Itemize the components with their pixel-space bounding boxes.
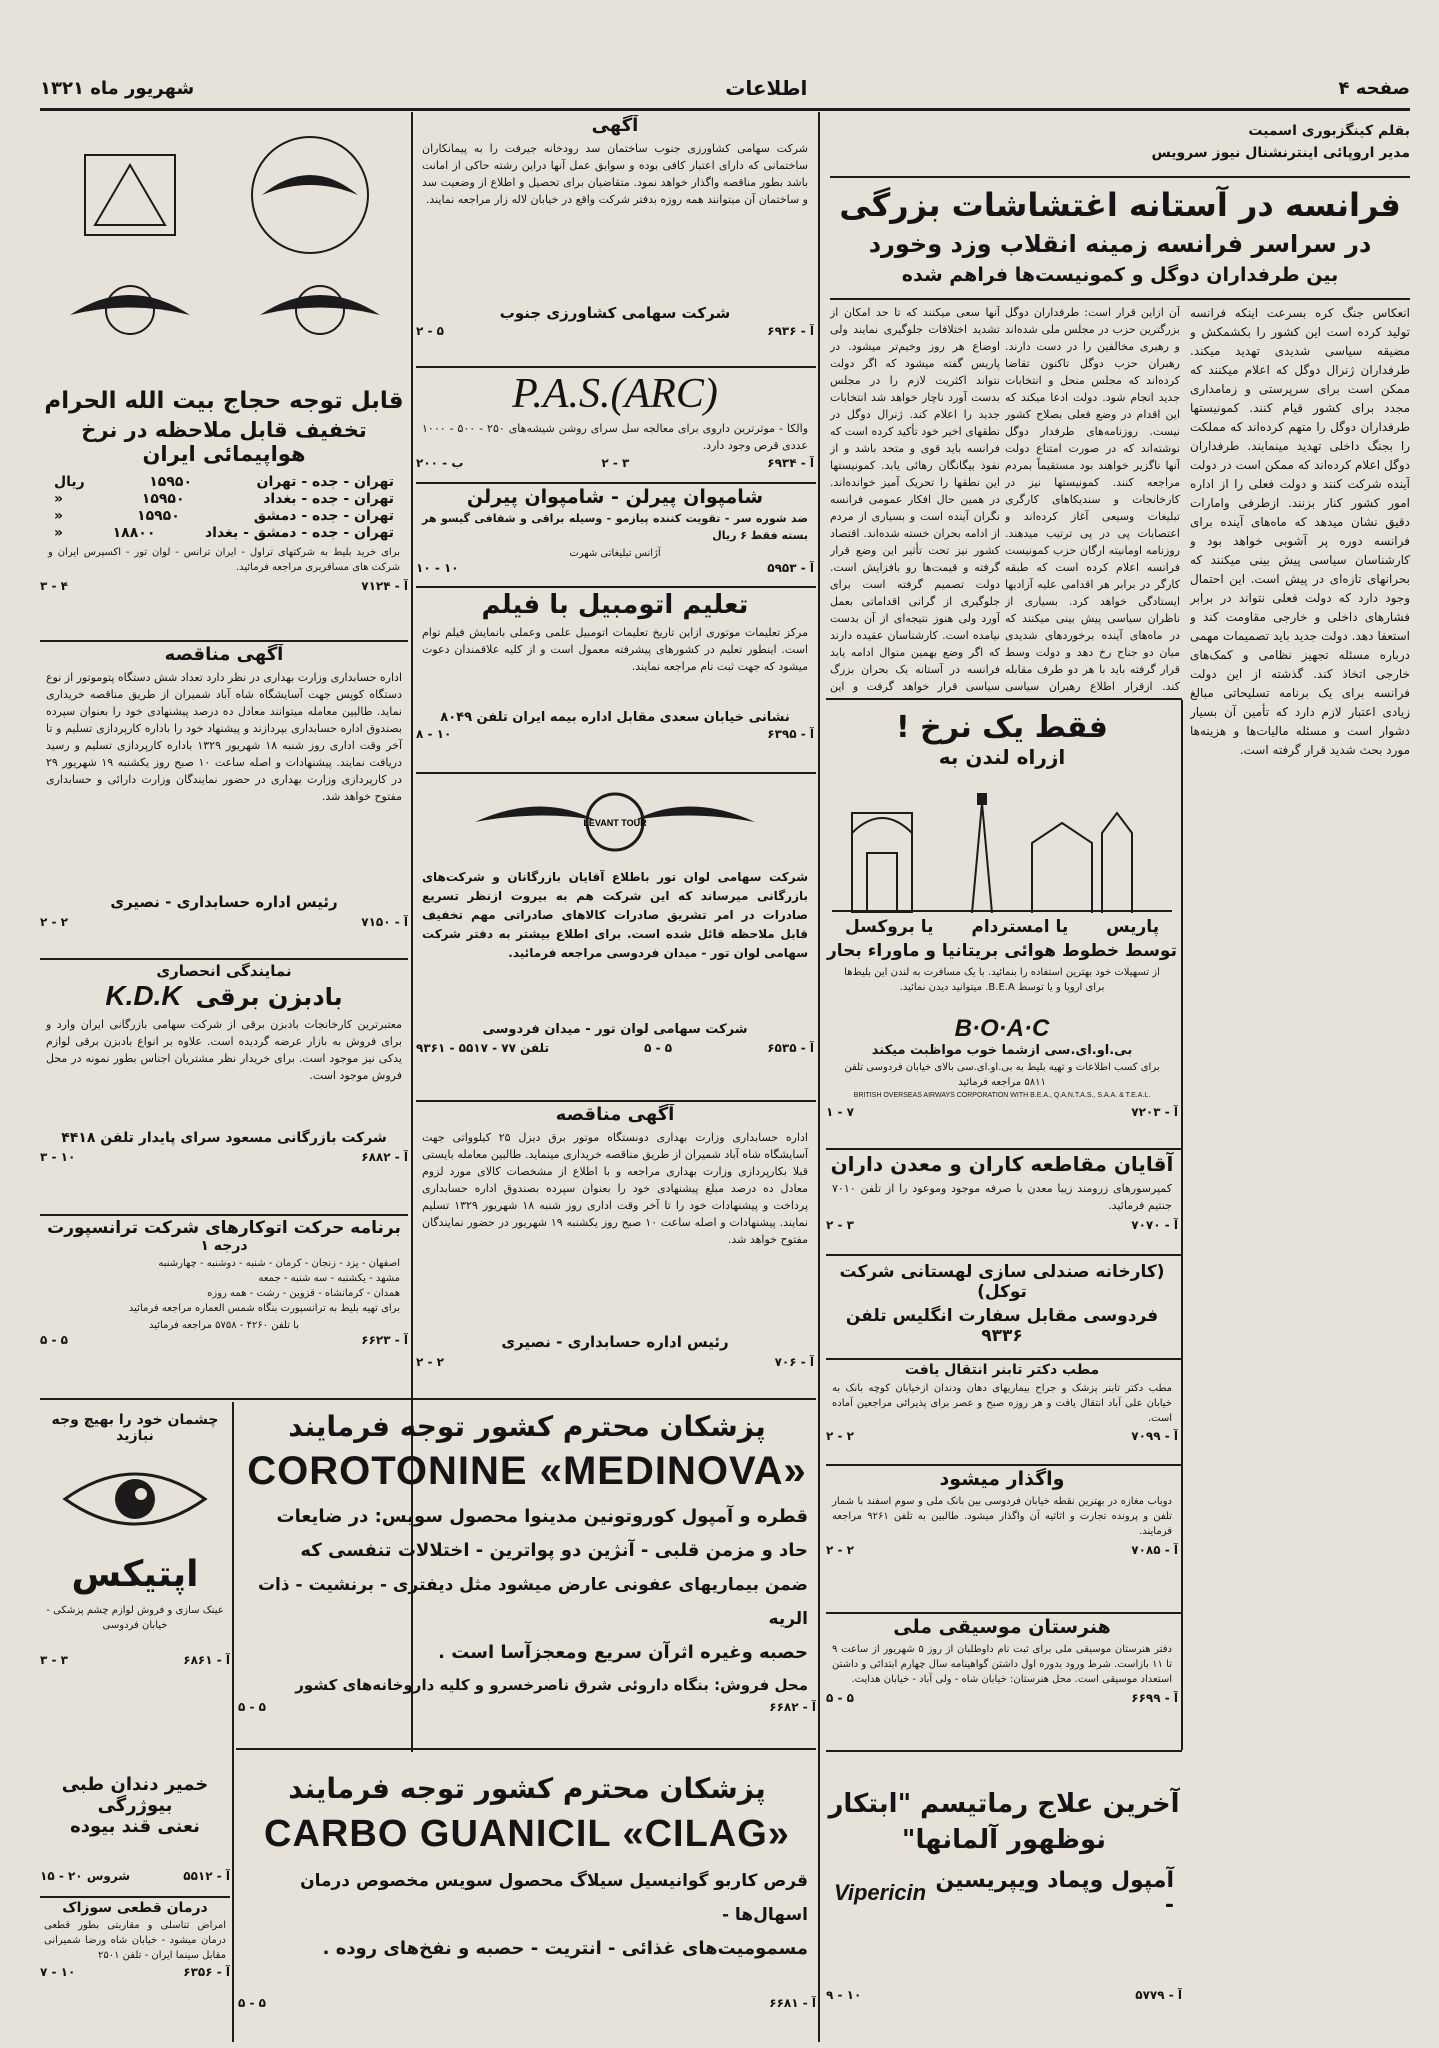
airline-emblems-icon: [40, 115, 408, 385]
treatment-code: آ - ۶۳۵۶: [183, 1965, 230, 1979]
shampoo-code-2: ۱۰ - ۱۰: [416, 561, 459, 575]
tender-left-code-2: ۲ - ۲: [40, 915, 68, 929]
contractors-code: آ - ۷۰۷۰: [1131, 1218, 1178, 1232]
levantour-phone: تلفن ۷۷ - ۵۵۱۷ - ۹۳۶۱: [416, 1041, 549, 1055]
contractors-ad: [826, 1152, 1178, 1252]
boac-code: آ - ۷۲۰۳: [1131, 1105, 1178, 1119]
agahi-title: آگهی: [591, 115, 639, 136]
levantour-body: شرکت سهامی لوان تور باطلاع آقایان بازرگانان و شرکت‌های بازرگانی میرساند که این شرکت هم به بیروت ازنظر تسریع صادرات در امر تشریق صادرات کالاهای صادراتی مهم تخفیف قابل ملاحظه قائل شده است. برای اطلاع بیشتر به دفتر شرکت سهامی لوان تور - میدان فردوسی مراجعه فرمائید.: [422, 870, 808, 960]
kdk-ad: [40, 962, 408, 1212]
hajj-fare-table: [54, 474, 394, 541]
transport-code: آ - ۶۶۲۳: [361, 1333, 408, 1347]
boac-city-amsterdam: یا امستردام: [971, 917, 1069, 937]
hajj-rule: [40, 640, 408, 642]
eyeglasses-brand: اپتیکس: [71, 1554, 199, 1595]
kdk-body: معتبرترین کارخانجات بادبزن برقی از شرکت سهامی بازرگانی ایران وارد و برای فروش به بازار عرضه گردیده است. علاوه بر انواع بادبزن برقی لوازم یدکی نیز موجود است. برای خریدار نظر مشتریان اجناس بطور نمونه در محل فروش موجود است.: [46, 1018, 402, 1082]
pas-body: والکا - موثرترین داروی برای معالجه سل سرای روشن شیشه‌های ۲۵۰ - ۵۰۰ - ۱۰۰۰ عددی قرص وجود دارد.: [422, 422, 809, 452]
schedule-line: برای تهیه بلیط به ترانسپورت بنگاه شمس العماره مراجعه فرمائید: [128, 1303, 400, 1314]
tender-center-code: آ - ۷۰۶: [774, 1355, 814, 1369]
conservatory-code-2: ۵ - ۵: [826, 1691, 854, 1705]
paper-name: اطلاعات: [725, 76, 808, 100]
subhead-rule: [830, 298, 1410, 300]
coronotine-line-5: محل فروش: بنگاه داروئی شرق ناصرخسرو و کلیه داروخانه‌های کشور: [295, 1676, 808, 1694]
pas-rule: [416, 482, 816, 484]
shampoo-rule: [416, 586, 816, 588]
contractors-body: کمپرسورهای زرومند زیبا معدن با صرفه موجود وموعود را از تلفن ۷۰۱۰ جنتیم فرمائید.: [832, 1182, 1172, 1212]
fare-price: ۱۵۹۵۰: [137, 508, 180, 524]
boac-service: توسط خطوط هوائی بریتانیا و ماوراء بحار: [827, 941, 1177, 961]
kdk-title: نمایندگی انحصاری: [156, 962, 292, 980]
agahi-code-2: ۲ - ۵: [416, 324, 444, 338]
eyeglasses-title: چشمان خود را بهیچ وجه نبازید: [51, 1412, 219, 1444]
rheumatism-title: آخرین علاج رماتیسم "ابتکار نوظهور آلمانها": [828, 1789, 1180, 1855]
fare-row: [54, 474, 394, 490]
coronotine-line-1: قطره و آمپول کوروتونین مدینوا محصول سویس: در ضایعات: [276, 1506, 808, 1527]
fare-route: تهران - جده - تهران: [256, 474, 394, 490]
bioforce-ad: [40, 1754, 230, 1894]
doctor-code: آ - ۷۰۹۹: [1131, 1429, 1178, 1443]
hajj-ad: [40, 388, 408, 638]
eyeglasses-code-2: ۳ - ۳: [40, 1653, 68, 1667]
treatment-body: امراض تناسلی و مقاربتی بطور قطعی درمان میشود - خیابان شاه ورضا شمیرانی مقابل سینما ایران - تلفن ۲۵۰۱: [44, 1920, 226, 1961]
bioforce-title: خمیر دندان طبی بیوژرگی: [61, 1774, 209, 1816]
levantour-wings-icon: [465, 782, 765, 862]
rheumatism-brand: Vipericin: [834, 1880, 927, 1905]
pas-ad: [416, 370, 814, 480]
schedule-line: همدان - کرمانشاه - قزوین - رشت - همه روزه: [207, 1288, 400, 1299]
doctor-code-2: ۲ - ۲: [826, 1429, 854, 1443]
article-column-a: انعکاس جنگ کره بسرعت اینکه فرانسه تولید کرده است این کشور را بکشمکش و مضیقه سیاسی شدیدی تهدید میکند. طرفداران ژنرال دوگل که اعلام میکنند که ممکن است برای سرپرستی و زمامداری مجدد برای کشور قیام کنند. کمونیستها طرفداران دوگل را متهم کرده‌اند که مملکت را بجنگ داخلی تهدید مینمایند. طرفداران دوگل اعلام کرده‌اند که ممکن است در دولت آینده شرکت کنند و دولت فعلی را از اداره امور کشور کنار بزنند. ازطرفی وامارات دقیق نشان میدهد که ماه‌های آینده برای فرانسه دوره پر آشوبی خواهد بود و کارشناسان سیاسی پیش بینی میکنند که بحرانهای تازه‌ای در پیش است. این احتمال وجود دارد که دولت فعلی نتواند در برابر فشارهای داخلی و خارجی مقاومت کند و استعفا دهد. دولت جدید باید تصمیمات مهمی درباره مسئله تجهیز نظامی و کمک‌های خارجی اتخاذ کند. گذشته از این دولت فرانسه برای یک برنامه تسلیحاتی مبالغ زیادی اعتبار لازم دارد که تأمین آن بسیار دشوار است و مسئله مالیات‌ها و هزینه‌ها مورد بحث شدید قرار گرفته است.: [1190, 306, 1410, 757]
driving-rule: [416, 772, 816, 774]
rheumatism-ad: [826, 1756, 1182, 2036]
boac-route: ازراه لندن به: [938, 745, 1066, 769]
article-byline: [830, 120, 1410, 176]
doctor-rule: [826, 1464, 1182, 1466]
transport-title: برنامه حرکت اتوکارهای شرکت ترانسپورت: [47, 1218, 401, 1238]
kdk-code-2: ۳ - ۱۰: [40, 1150, 76, 1164]
masthead: [40, 70, 1410, 106]
agahi-ad: [416, 115, 814, 365]
doctor-title: مطب دکتر تابنر انتقال یافت: [904, 1362, 1100, 1378]
levantour-code: آ - ۶۵۳۵: [767, 1041, 814, 1055]
carbo-brand: CARBO GUANICIL «CILAG»: [264, 1813, 790, 1855]
boac-corporation: BRITISH OVERSEAS AIRWAYS CORPORATION WITH B.E.A., Q.A.N.T.A.S., S.A.A. & T.E.A.L.: [853, 1092, 1151, 1099]
transport-schedule: [48, 1256, 400, 1316]
article-headline: فرانسه در آستانه اغتشاشات بزرگی: [839, 186, 1401, 224]
eye-icon: [55, 1454, 215, 1544]
rheumatism-sub: آمپول وپماد ویپریسین -: [935, 1868, 1174, 1918]
tender-center-signature: رئیس اداره حسابداری - نصیری: [501, 1333, 729, 1351]
pas-code-3: ب - ۲۰۰: [416, 456, 464, 470]
conservatory-rule: [826, 1750, 1182, 1752]
carbo-code-2: ۵ - ۵: [238, 1996, 266, 2010]
levantour-ad: [416, 776, 814, 1096]
coronotine-code-2: ۵ - ۵: [238, 1700, 266, 1714]
fare-price: ۱۸۸۰۰: [112, 525, 156, 541]
transfer-rule: [826, 1612, 1182, 1614]
page-number: صفحه ۴: [1338, 77, 1410, 99]
airline-logos: [40, 115, 408, 385]
agahi-code: آ - ۶۹۳۶: [767, 324, 814, 338]
transport-code-2: ۵ - ۵: [40, 1333, 68, 1347]
shampoo-code: آ - ۵۹۵۳: [767, 561, 814, 575]
contractors-rule: [826, 1254, 1182, 1256]
levantour-signature: شرکت سهامی لوان تور - میدان فردوسی: [482, 1022, 748, 1037]
shampoo-note: آژانس تبلیغاتی شهرت: [569, 548, 661, 559]
article-subhead-2: بین طرفداران دوگل و کمونیست‌ها فراهم شده: [901, 264, 1339, 286]
boac-slogan: بی.او.ای.سی ازشما خوب مواظبت میکند: [871, 1043, 1133, 1058]
byline-title: مدیر اروپائی اینترنشنال نیوز سرویس: [1151, 145, 1410, 161]
hajj-title: قابل توجه حجاج بیت الله الحرام: [44, 388, 404, 414]
tender-center-body: اداره حسابداری وزارت بهداری دونستگاه موتور برق دیزل ۲۵ کیلوواتی جهت آسایشگاه شاه آباد شمیران از طریق مناقصه خریداری مینماید. طالبین معامله بایستی قبلا بکارپردازی وزارت بهداری مراجعه و با اطلاع از مشخصات کالای مورد لزوم معادل ده درصد مبلغ پیشنهادی خود را بعنوان سپرده بصندوق اداره حسابداری پرداخت و پیشنهادات خود را تا آخر وقت اداری روز شنبه ۱۸ شهریور ۱۳۲۹ تسلیم نمایند. پیشنهادات و اصله ساعت ۱۰ صبح روز یکشنبه ۱۹ شهریور در حضور نمایندگان مفتوح خواهد شد.: [422, 1131, 809, 1246]
transport-phone: با تلفن ۴۲۶۰ - ۵۷۵۸ مراجعه فرمائید: [148, 1320, 300, 1331]
fare-price: ۱۵۹۵۰: [141, 491, 185, 507]
transfer-body: دوباب مغازه در بهترین نقطه خیابان فردوسی بین بانک ملی و سوم اسفند با شمار تلفن و پرونده تجارت و اثاثیه آن واگذار میشود. طالبین به تلفن ۹۲۶۱ مراجعه فرمایند.: [832, 1496, 1172, 1537]
transfer-ad: [826, 1468, 1178, 1608]
fare-unit: «: [54, 525, 64, 541]
kdk-rule: [40, 1214, 408, 1216]
conservatory-title: هنرستان موسیقی ملی: [893, 1616, 1111, 1638]
shampoo-title: شامپوان پیرلن - شامپوان پیرلن: [466, 486, 764, 508]
tender-center-title: آگهی مناقصه: [555, 1104, 675, 1125]
rheumatism-code: آ - ۵۷۷۹: [1135, 1988, 1182, 2002]
carbo-right-rule: [818, 1752, 820, 2042]
chair-rule: [826, 1358, 1182, 1360]
rheumatism-code-2: ۹ - ۱۰: [826, 1988, 862, 2002]
carbo-code: آ - ۶۶۸۱: [769, 1996, 816, 2010]
contractors-title: آقایان مقاطعه کاران و معدن داران: [830, 1152, 1174, 1176]
kdk-code: آ - ۶۸۸۲: [361, 1150, 408, 1164]
bioforce-code: آ - ۵۵۱۲: [183, 1869, 230, 1883]
masthead-rule: [40, 108, 1410, 111]
hajj-subtitle-2: هواپیمائی ایران: [142, 442, 306, 466]
shampoo-body: ضد شوره سر - تقویت کننده پیازمو - وسیله براقی و شفافی گیسو هر بسته فقط ۶ ریال: [422, 512, 808, 542]
hajj-code-2: ۳ - ۴: [40, 579, 68, 593]
fare-route: تهران - جده - دمشق: [253, 508, 394, 524]
transport-ad: [40, 1218, 408, 1394]
driving-code-2: ۸ - ۱۰: [416, 727, 452, 741]
tender-center-ad: [416, 1104, 814, 1394]
boac-body: از تسهیلات خود بهترین استفاده را بنمائید. با یک مسافرت به لندن این بلیط‌ها برای اروپا و یا توسط B.E.A. میتوانید دیدن نمائید.: [844, 967, 1160, 993]
driving-body: مرکز تعلیمات موتوری ازاین تاریخ تعلیمات اتومبیل علمی وعملی بانمایش فیلم توام است. اینطور تعلیم در کشورهای پیشرفته معمول است و از کلیه علاقمندان دعوت میشود که جهت ثبت نام مراجعه نمایند.: [422, 626, 808, 673]
levantour-code-2: ۵ - ۵: [644, 1041, 673, 1055]
boac-rule: [826, 1148, 1182, 1150]
levantour-rule: [416, 1100, 816, 1102]
doctor-ad: [826, 1362, 1178, 1462]
shampoo-ad: [416, 486, 814, 582]
carbo-title: پزشکان محترم کشور توجه فرمایند: [288, 1772, 766, 1805]
fare-price: ۱۵۹۵۰: [149, 474, 192, 490]
agahi-rule: [416, 366, 816, 368]
tender-left-signature: رئیس اداره حسابداری - نصیری: [110, 893, 338, 911]
boac-title: فقط یک نرخ !: [896, 710, 1108, 745]
byline-rule: [830, 176, 1410, 178]
fare-row: [54, 508, 394, 524]
boac-code-2: ۱ - ۷: [826, 1105, 854, 1119]
tender-center-rule: [40, 1398, 816, 1400]
chair-factory-ad: [826, 1258, 1178, 1356]
fare-unit: ریال: [54, 474, 85, 490]
tender-left-ad: [40, 644, 408, 954]
driving-ad: [416, 590, 814, 770]
article-column-b: آن ازاین قرار است: طرفداران دوگل بزرگترین حزب در مجلس ملی شده‌اند و رهبری مخالفین را در دست دارند. رهبران حزب دوگل تاکنون تقاضا کرده‌اند که مجلس منحل و انتخابات جدید انجام شود. دولت ادعا میکند که این اقدام در وضع فعلی بصلاح کشور نیست. روزنامه‌های طرفدار دوگل نوشته‌اند که در صورت امتناع دولت آنها ناگزیر خواهند بود مستقیماً بمردم مراجعه کنند. کمونیستها نیز در کارخانجات و سندیکاهای کارگری تبلیغات وسیعی آغاز کرده‌اند و اعتصابات پی در پی ترتیب میدهند. روزنامه اومانیته ارگان حزب کمونیست فرانسه اعلام کرده است که طبقه کارگر در برابر هر اقدامی علیه آزادیها ایستادگی خواهد کرد. بسیاری از ناظران سیاسی پیش بینی میکنند که در ماه‌های آینده برخوردهای شدیدی میان دو جناح رخ دهد و دولت وسط قرار گرفته باید با هر دو طرف مقابله کند. ازقرار اطلاع رهبران سیاسی: [1005, 306, 1180, 693]
agahi-signature: شرکت سهامی کشاورزی جنوب: [499, 304, 731, 322]
bioforce-rule: [40, 1896, 230, 1898]
chair-factory-title: (کارخانه صندلی سازی لهستانی شرکت توکل): [839, 1262, 1165, 1302]
coronotine-line-2: حاد و مزمن قلبی - آنژین دو پواترین - اختلالات تنفسی که: [300, 1540, 808, 1561]
byline-author: بقلم کینگزبوری اسمیت: [1248, 123, 1410, 139]
treatment-code-2: ۷ - ۱۰: [40, 1965, 76, 1979]
coronotine-line-3: ضمن بیماریهای عفونی عارض میشود مثل دیفتری - برنشیت - ذات الریه: [257, 1575, 808, 1629]
kdk-brand: K.D.K: [105, 980, 182, 1011]
carbo-ad: [238, 1752, 816, 2038]
driving-code: آ - ۶۳۹۵: [767, 727, 814, 741]
coronotine-code: آ - ۶۶۸۲: [769, 1700, 816, 1714]
treatment-ad: [40, 1900, 230, 2030]
hajj-code: آ - ۷۱۲۴: [361, 579, 408, 593]
kdk-product: بادبزن برقی: [195, 983, 343, 1011]
carbo-line-2: مسمومیت‌های غذائی - انتریت - حصبه و نفخ‌های روده .: [322, 1938, 808, 1959]
pas-code-2: ۲ - ۳: [601, 456, 630, 470]
coronotine-rule: [236, 1748, 816, 1750]
fare-row: [54, 525, 394, 541]
issue-date: شهریور ماه ۱۳۲۱: [40, 77, 195, 99]
coronotine-line-4: حصبه وغیره اثرآن سریع ومعجزآسا است .: [438, 1642, 808, 1663]
coronotine-title: پزشکان محترم کشور توجه فرمایند: [288, 1410, 766, 1443]
landmarks-illustration-icon: [832, 773, 1172, 913]
transfer-title: واگذار میشود: [939, 1468, 1065, 1490]
bioforce-sub: نعنی قند بیوده: [70, 1816, 200, 1837]
tender-left-rule: [40, 958, 408, 960]
eyeglasses-divider: [232, 1402, 234, 2042]
schedule-line: اصفهان - یزد - زنجان - کرمان - شنبه - دوشنبه - چهارشنبه: [158, 1258, 400, 1269]
transfer-code-2: ۲ - ۲: [826, 1543, 854, 1557]
driving-address: نشانی خیابان سعدی مقابل اداره بیمه ایران تلفن ۸۰۴۹: [440, 710, 790, 725]
boac-city-paris: پاریس: [1106, 917, 1160, 937]
hajj-subtitle-1: تخفیف قابل ملاحظه در نرخ: [81, 418, 367, 442]
tender-left-body: اداره حسابداری وزارت بهداری در نظر دارد تعداد شش دستگاه پتوموتور از نوع دستگاه کوپس جهت آسایشگاه شاه آباد شمیران از طریق مناقصه خریداری نماید. طالبین معامله میتوانند معادل ده درصد پیشنهادی خود را بعنوان سپرده بصندوق اداره حسابداری بپردازند و پیشنهاد خود را باداره کارپردازی تسلیم و تا آخر وقت اداری روز شنبه ۱۸ شهریور ۱۳۲۹ باداره کارپردازی تسلیم و رسید دریافت نمایند. پیشنهادات و اصله ساعت ۱۰ صبح روز یکشنبه ۱۹ شهریور ۲۹ در کارپردازی وزارت بهداری در حضور نمایندگان وزارت دارائی و حسابداری مفتوح خواهد شد.: [46, 671, 403, 803]
column-rule-3: [1181, 700, 1183, 1750]
carbo-line-1: قرص کاربو گوانیسیل سیلاگ محصول سویس مخصوص درمان اسهال‌ها -: [300, 1871, 808, 1925]
boac-contact: برای کسب اطلاعات و تهیه بلیط به بی.او.ای.سی بالای خیابان فردوسی تلفن ۵۸۱۱ مراجعه فرمائید: [844, 1062, 1160, 1088]
fare-unit: «: [54, 508, 64, 524]
conservatory-code: آ - ۶۶۹۹: [1131, 1691, 1178, 1705]
eyeglasses-ad: [40, 1402, 230, 1752]
driving-title: تعلیم اتومبیل با فیلم: [481, 590, 749, 620]
bioforce-code-2: ۱۵ - ۲۰ شروس: [40, 1869, 131, 1883]
pas-brand: P.A.S.(ARC): [512, 371, 718, 417]
chair-factory-address: فردوسی مقابل سفارت انگلیس تلفن ۹۳۳۶: [845, 1306, 1159, 1346]
tender-left-code: آ - ۷۱۵۰: [361, 915, 408, 929]
boac-brand: B·O·A·C: [954, 1015, 1050, 1042]
eyeglasses-body: عینک سازی و فروش لوازم چشم پزشکی - خیابان فردوسی: [46, 1605, 224, 1631]
fare-unit: «: [54, 491, 64, 507]
coronotine-brand: COROTONINE «MEDINOVA»: [247, 1449, 807, 1493]
tender-center-code-2: ۲ - ۲: [416, 1355, 444, 1369]
kdk-footer: شرکت بازرگانی مسعود سرای پایدار تلفن ۴۴۱۸: [61, 1130, 387, 1146]
tender-left-title: آگهی مناقصه: [164, 644, 284, 665]
article-end-rule: [826, 698, 1182, 700]
transfer-code: آ - ۷۰۸۵: [1131, 1543, 1178, 1557]
coronotine-ad: [238, 1404, 816, 1744]
transport-class: درجه ۱: [200, 1238, 248, 1254]
doctor-body: مطب دکتر تابنر پزشک و جراح بیماریهای دهان ودندان ازخیابان کوچه بانک به خیابان علی آباد انتقال یافت و هر روزه صبح و عصر برای پذیرائی مراجعین آماده است.: [832, 1383, 1172, 1424]
fare-row: [54, 491, 394, 507]
pas-code: آ - ۶۹۳۴: [767, 456, 814, 470]
boac-ad: [826, 704, 1178, 1144]
agahi-body: شرکت سهامی کشاورزی جنوب ساختمان سد رودخانه جیرفت را به پیمانکاران ساختمانی که دارای اعتبار کافی بوده و سوابق عمل آنها دراین رشته حاکی از امانت باشد بطور مناقصه واگذار خواهد نمود. متقاضیان برای تحصیل و اطلاع از وضعیت سد و ساختمان آن میتوانند همه روزه بدفتر شرکت واقع در خیابان لاله زار مراجعه نمایند.: [422, 142, 808, 206]
boac-city-brussels: یا بروکسل: [844, 917, 934, 937]
treatment-title: درمان قطعی سوزاک: [62, 1900, 208, 1916]
contractors-code-2: ۲ - ۳: [826, 1218, 854, 1232]
hajj-footer: برای خرید بلیط به شرکتهای تراول - ایران ترانس - لوان تور - اکسپرس ایران و شرکت های مسافربری مراجعه فرمائید.: [48, 547, 400, 573]
schedule-line: مشهد - یکشنبه - سه شنبه - جمعه: [258, 1273, 400, 1284]
conservatory-body: دفتر هنرستان موسیقی ملی برای ثبت نام داوطلبان از روز ۵ شهریور از ساعت ۹ تا ۱۱ بازاست. شرط ورود بدوره اول داشتن گواهینامه سال چهارم ابتدائی و داشتن استعداد موسیقی است. محل هنرستان: خیابان شاه - ولی آباد - خیابان هدایت.: [832, 1644, 1172, 1685]
levantour-logo-text: LEVANT TOUR: [583, 818, 647, 828]
eyeglasses-code: آ - ۶۸۶۱: [183, 1653, 230, 1667]
article-column-c: آنها سعی میکنند که تا حد امکان از تشدید اختلافات جلوگیری نمایند ولی اوضاع هر روز وخیم‌تر میشود. در پاریس گفته میشود که اگر دولت نتواند اکثریت لازم را در مجلس بدست آورد ناچار خواهد شد انتخابات جدید را اعلام کند. ژنرال دوگل در نطقهای اخیر خود تأکید کرده است که فرانسه باید قوی و متحد باشد و از نفوذ بیگانگان رهائی یابد. کمونیستها این نطقها را تحریک آمیز خوانده‌اند. در همین حال افکار عمومی فرانسه نگران آینده است و بسیاری از مردم از ادامه بحران خسته شده‌اند. اقتصاد کشور نیز تحت تأثیر این وضع قرار گرفته و قیمت‌ها رو بافزایش است. دولت تصمیم گرفته است برای جلوگیری از گرانی اقداماتی بعمل آورد ولی هنوز نتیجه‌ای از آن بدست نیامده است. کارشناسان عقیده دارند که اگر وضع بهمین منوال ادامه یابد فرانسه در آستانه یک بحران بزرگ سیاسی قرار خواهد گرفت و این: [830, 306, 1000, 693]
fare-route: تهران - جده - بغداد: [263, 491, 394, 507]
conservatory-ad: [826, 1616, 1178, 1746]
article-subhead-1: در سراسر فرانسه زمینه انقلاب وزد وخورد: [868, 230, 1372, 258]
column-rule-2: [818, 112, 820, 1752]
fare-route: تهران - جده - دمشق - بغداد: [204, 525, 394, 541]
